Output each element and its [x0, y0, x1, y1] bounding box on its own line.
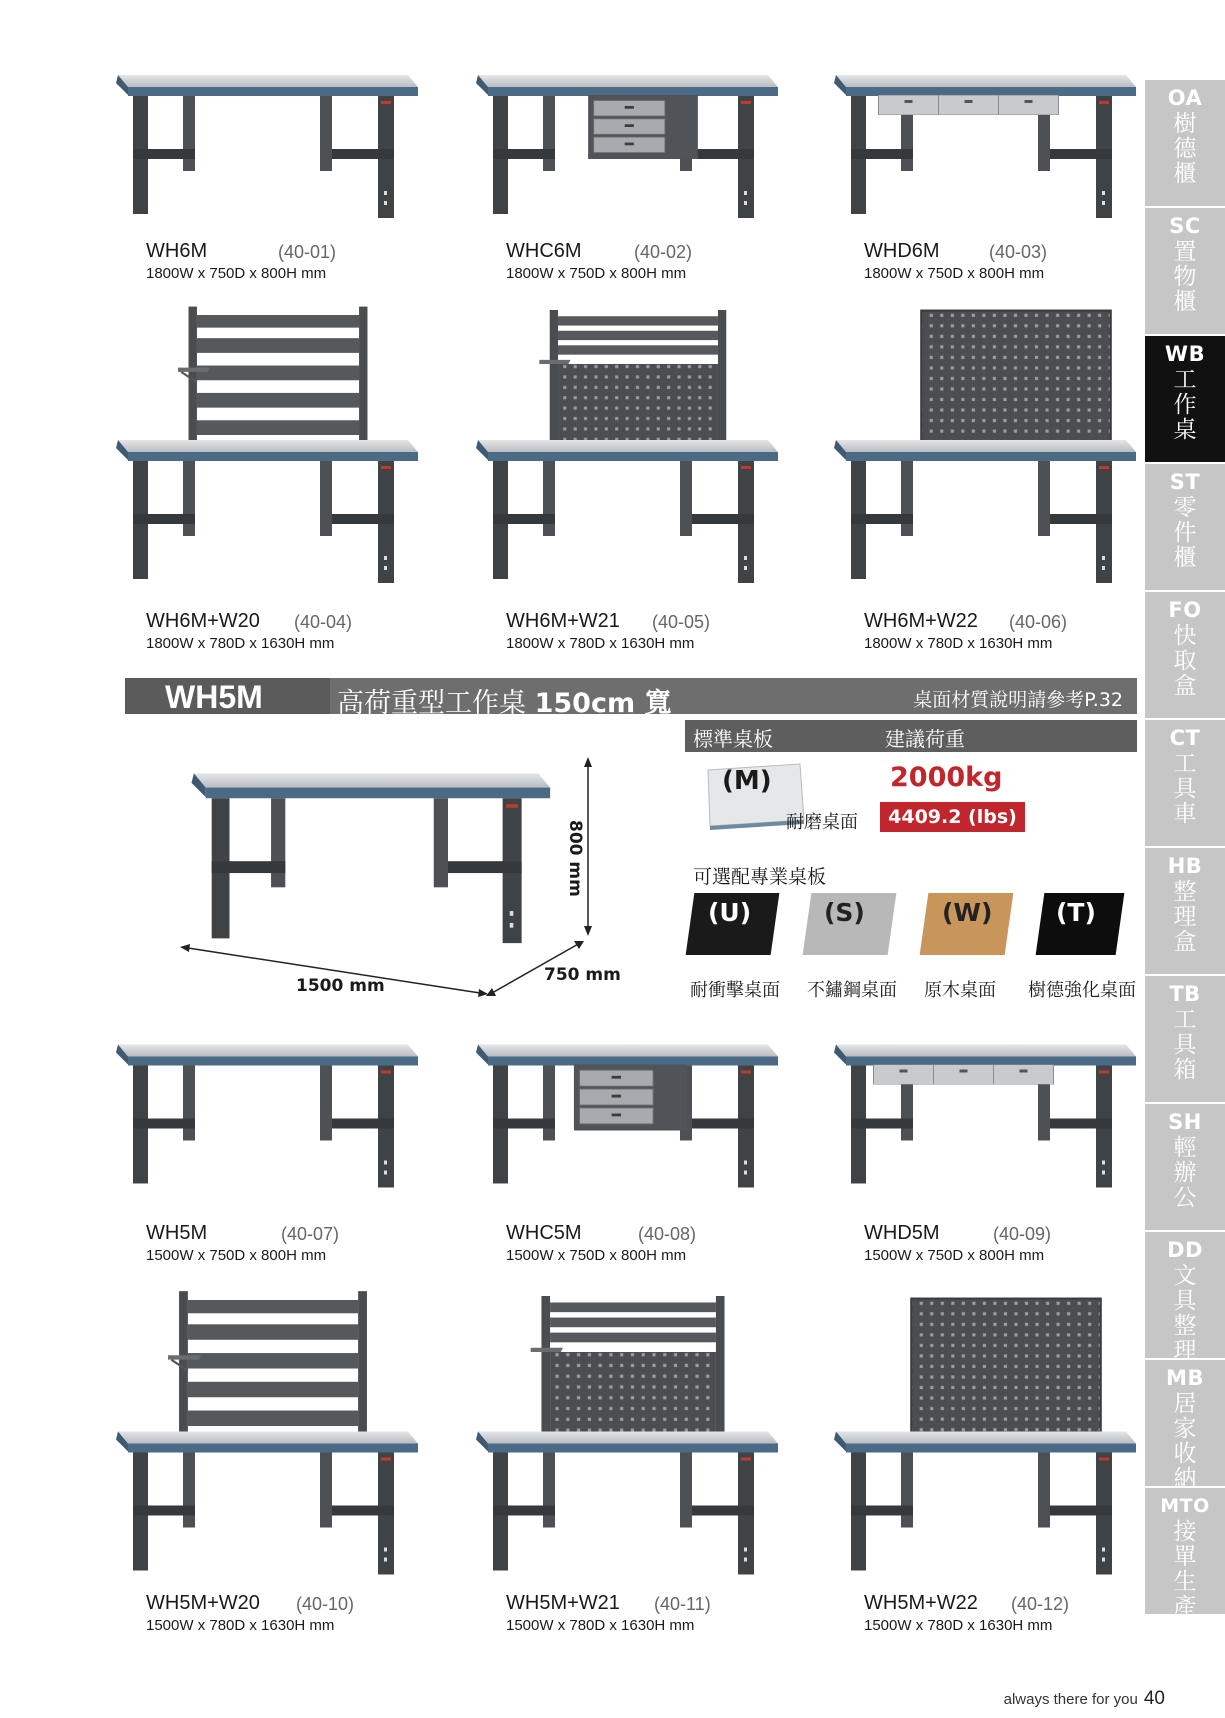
spec-header-bar [685, 720, 1137, 752]
option-w-name: 原木桌面 [924, 980, 996, 1001]
option-s-code: (S) [824, 898, 865, 927]
tab-code: CT [1169, 726, 1201, 750]
tab-code: OA [1167, 86, 1203, 110]
product-name: WHD6M [864, 240, 940, 262]
tab-oa[interactable] [1145, 80, 1225, 206]
tab-label: 整理盒 [1173, 879, 1197, 955]
tab-tb[interactable] [1145, 976, 1225, 1102]
load-header: 建議荷重 [885, 727, 965, 751]
product-dimensions: 1800W x 750D x 800H mm [146, 265, 327, 282]
footer-tagline: always there for you [1003, 1691, 1138, 1708]
product-dimensions: 1500W x 780D x 1630H mm [146, 1617, 335, 1634]
tab-label: 零件櫃 [1173, 495, 1197, 571]
product-dimensions: 1500W x 750D x 800H mm [146, 1247, 327, 1264]
tab-wb[interactable] [1145, 336, 1225, 462]
product-name: WH5M [146, 1222, 208, 1244]
tab-label: 工作桌 [1173, 367, 1197, 443]
product-code: (40-02) [634, 242, 693, 262]
product-name: WH5M+W20 [146, 1592, 260, 1614]
tab-mto[interactable] [1145, 1488, 1225, 1620]
standard-board-header: 標準桌板 [693, 727, 773, 751]
tab-code: FO [1168, 598, 1202, 622]
tab-code: TB [1169, 982, 1201, 1006]
tab-code: MTO [1160, 1495, 1210, 1517]
workbench-image [826, 1030, 1146, 1205]
page-footer [1004, 1688, 1165, 1710]
tab-hb[interactable] [1145, 848, 1225, 974]
workbench-image [468, 305, 788, 595]
workbench-image [826, 1288, 1146, 1588]
standard-board-code: (M) [722, 766, 772, 796]
workbench-image [468, 1288, 788, 1588]
product-dimensions: 1800W x 750D x 800H mm [864, 265, 1045, 282]
page-number: 40 [1143, 1688, 1165, 1709]
product-name: WHC5M [506, 1222, 582, 1244]
tab-code: DD [1167, 1238, 1203, 1262]
tab-code: MB [1166, 1366, 1204, 1390]
section-banner [125, 678, 1137, 714]
tab-label: 工具車 [1173, 751, 1197, 827]
product-name: WH5M+W21 [506, 1592, 620, 1614]
tab-st[interactable] [1145, 464, 1225, 590]
tab-mb[interactable] [1145, 1360, 1225, 1492]
product-code: (40-10) [296, 1594, 355, 1614]
load-kg: 2000kg [890, 762, 1003, 793]
section-width: 150cm 寬 [534, 688, 672, 714]
tab-label: 工具箱 [1173, 1007, 1197, 1083]
tab-label: 快取盒 [1173, 623, 1197, 699]
product-code: (40-01) [278, 242, 337, 262]
product-dimensions: 1800W x 780D x 1630H mm [146, 635, 335, 652]
tab-label: 文具整理 [1173, 1263, 1197, 1364]
product-code: (40-12) [1011, 1594, 1070, 1614]
tab-label: 接單生產 [1173, 1519, 1197, 1620]
product-dimensions: 1500W x 780D x 1630H mm [506, 1617, 695, 1634]
product-name: WHC6M [506, 240, 582, 262]
load-lbs-badge: 4409.2 (lbs) [880, 802, 1025, 832]
product-code: (40-06) [1009, 612, 1068, 632]
tab-label: 輕辦公 [1173, 1135, 1197, 1211]
section-title-text: 高荷重型工作桌 [337, 688, 526, 714]
workbench-image [108, 1030, 428, 1205]
tab-dd[interactable] [1145, 1232, 1225, 1364]
workbench-image [468, 1030, 788, 1205]
dimension-depth: 750 mm [544, 965, 621, 985]
tab-label: 置物櫃 [1173, 239, 1197, 315]
product-name: WH6M [146, 240, 208, 262]
tab-code: HB [1167, 854, 1203, 878]
product-code: (40-11) [654, 1594, 711, 1614]
workbench-image [108, 305, 428, 595]
workbench-image [826, 305, 1146, 595]
workbench-image [108, 1288, 428, 1588]
product-code: (40-05) [652, 612, 711, 632]
tab-sc[interactable] [1145, 208, 1225, 334]
product-dimensions: 1500W x 780D x 1630H mm [864, 1617, 1053, 1634]
workbench-image [108, 68, 428, 228]
product-name: WH6M+W22 [864, 610, 978, 632]
product-code: (40-04) [294, 612, 353, 632]
option-s-name: 不鏽鋼桌面 [807, 980, 897, 1001]
product-name: WH5M+W22 [864, 1592, 978, 1614]
tab-ct[interactable] [1145, 720, 1225, 846]
option-w-code: (W) [942, 898, 993, 927]
tab-code: ST [1169, 470, 1201, 494]
product-name: WH6M+W21 [506, 610, 620, 632]
product-code: (40-03) [989, 242, 1048, 262]
option-u-code: (U) [708, 898, 752, 927]
category-tabs [1145, 80, 1225, 1620]
product-code: (40-08) [638, 1224, 697, 1244]
workbench-image [826, 68, 1146, 228]
material-reference: 桌面材質說明請參考P.32 [913, 689, 1123, 711]
dimension-width: 1500 mm [296, 976, 385, 996]
tab-code: WB [1164, 342, 1206, 366]
section-model: WH5M [165, 679, 263, 714]
product-code: (40-09) [993, 1224, 1052, 1244]
option-t-code: (T) [1056, 898, 1096, 927]
tab-label: 樹德櫃 [1173, 111, 1197, 187]
option-u-name: 耐衝擊桌面 [690, 980, 780, 1001]
workbench-image [468, 68, 788, 228]
product-dimensions: 1800W x 780D x 1630H mm [506, 635, 695, 652]
product-dimensions: 1500W x 750D x 800H mm [506, 1247, 687, 1264]
product-code: (40-07) [281, 1224, 340, 1244]
product-dimensions: 1800W x 780D x 1630H mm [864, 635, 1053, 652]
tab-sh[interactable] [1145, 1104, 1225, 1230]
tab-code: SH [1168, 1110, 1202, 1134]
section-title [337, 681, 672, 714]
option-t-name: 樹德強化桌面 [1028, 980, 1136, 1001]
optional-board-title: 可選配專業桌板 [693, 866, 827, 888]
dimension-height: 800 mm [565, 820, 585, 897]
tab-label: 居家收納 [1173, 1391, 1197, 1492]
standard-board-name: 耐磨桌面 [786, 812, 858, 833]
tab-code: SC [1169, 214, 1201, 238]
product-name: WHD5M [864, 1222, 940, 1244]
product-name: WH6M+W20 [146, 610, 260, 632]
tab-fo[interactable] [1145, 592, 1225, 718]
product-dimensions: 1800W x 750D x 800H mm [506, 265, 687, 282]
product-dimensions: 1500W x 750D x 800H mm [864, 1247, 1045, 1264]
